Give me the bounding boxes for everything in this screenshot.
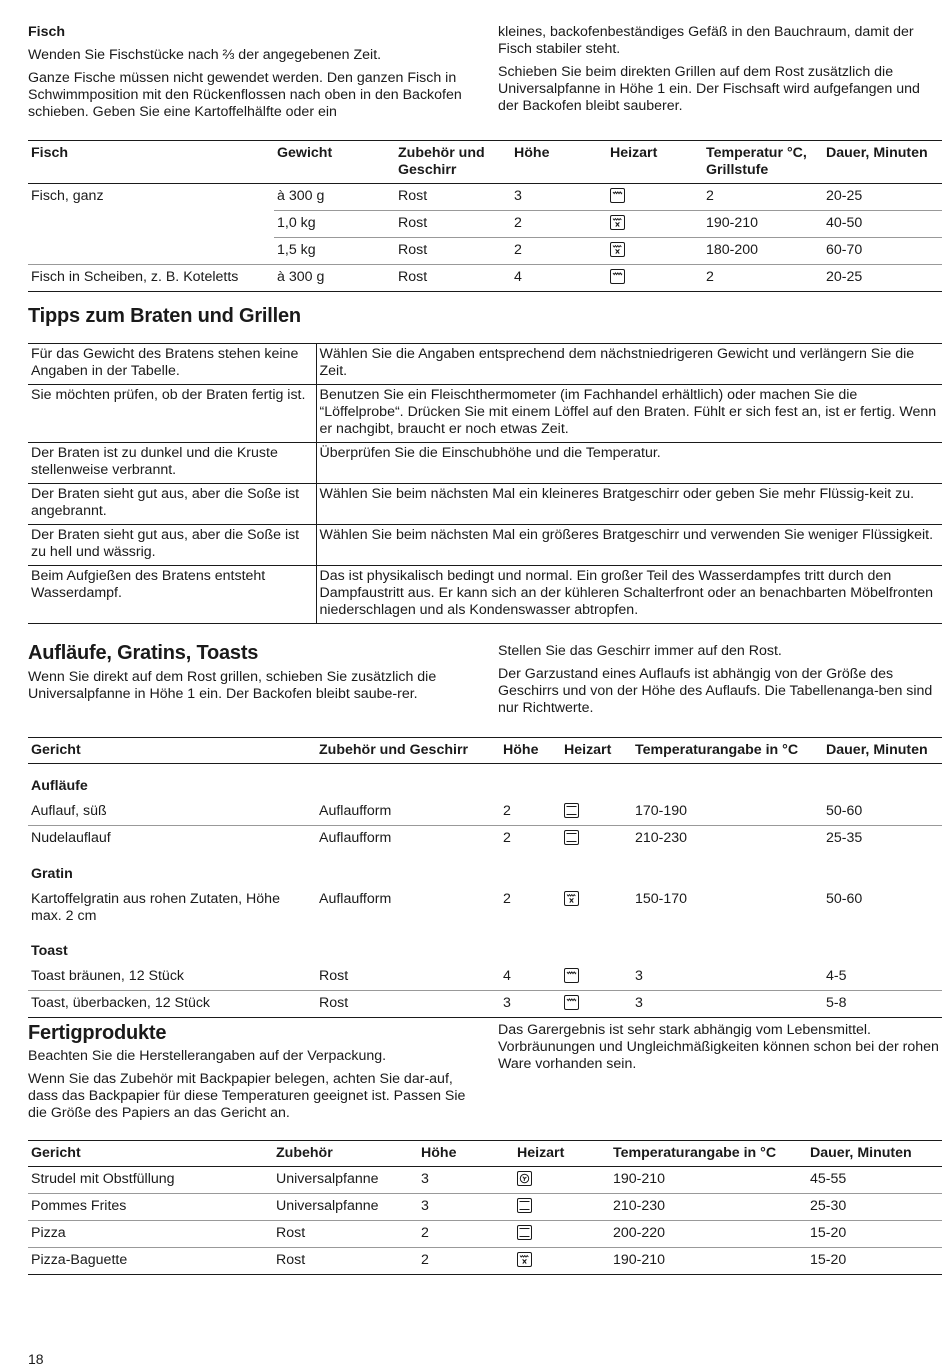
cell-accessory: Rost [319, 968, 349, 984]
table-row [28, 1167, 942, 1194]
tips-row [28, 344, 942, 385]
tips-table [28, 343, 942, 624]
cell-level: 3 [500, 991, 561, 1018]
fish-paragraph-4: Schieben Sie beim direkten Grillen auf dem Rost zusätzlich die Universalpfanne in Höhe 1 ein. Der Fischsaft wird aufgefangen und der Backofen bleibt sauberer. [498, 64, 920, 114]
col-header: Gericht [28, 738, 316, 764]
gratins-table-header [28, 738, 942, 764]
cell-heat [561, 799, 632, 826]
ready-table [28, 1140, 942, 1275]
cell-heat [561, 964, 632, 991]
cell-time: 4-5 [826, 968, 847, 984]
cell-accessory: Universalpfanne [276, 1171, 379, 1187]
cell-level: 3 [514, 188, 522, 204]
gratins-paragraph-1: Wenn Sie direkt auf dem Rost grillen, schieben Sie zusätzlich die Universalpfanne in Höhe 1 ein. Der Backofen bleibt saube-rer. [28, 669, 437, 702]
cell-weight: 1,0 kg [274, 211, 395, 238]
cell-accessory: Rost [316, 991, 500, 1018]
tips-row [28, 385, 942, 443]
cell-heat [514, 1248, 610, 1275]
col-header: Temperatur °C, Grillstufe [703, 141, 823, 184]
table-row [28, 887, 942, 929]
group-row [28, 929, 942, 964]
top-bottom-heat-icon [517, 1225, 532, 1240]
hot-air-icon [517, 1171, 532, 1186]
tips-heading: Tipps zum Braten und Grillen [28, 305, 301, 327]
tip-problem: Der Braten sieht gut aus, aber die Soße ist angebrannt. [28, 484, 316, 525]
table-row [28, 184, 942, 211]
cell-temp: 3 [635, 968, 643, 984]
cell-heat [607, 211, 703, 238]
cell-time: 50-60 [826, 891, 863, 907]
cell-heat [607, 265, 703, 292]
cell-temp: 190-210 [610, 1248, 807, 1275]
tips-row [28, 484, 942, 525]
table-row [28, 1194, 942, 1221]
cell-time: 15-20 [807, 1221, 942, 1248]
tip-solution: Das ist physikalisch bedingt und normal. Ein großer Teil des Wasserdampfes tritt durch den Dampfaustritt aus. Er kann sich an der kühleren Schalterfront oder an benachbarten Möbelfronten niederschlagen und als Kondenswasser abtropfen. [316, 566, 942, 624]
top-bottom-heat-icon [517, 1198, 532, 1213]
cell-level: 2 [418, 1248, 514, 1275]
tip-solution: Überprüfen Sie die Einschubhöhe und die Temperatur. [316, 443, 942, 484]
cell-accessory: Rost [398, 188, 428, 204]
cell-temp: 3 [632, 991, 823, 1018]
cell-time: 60-70 [823, 238, 942, 265]
gratins-table-wrap [28, 737, 942, 1018]
cell-time: 20-25 [826, 188, 863, 204]
cell-name: Pizza-Baguette [28, 1248, 273, 1275]
col-header: Gericht [28, 1141, 273, 1167]
gratins-heading: Aufläufe, Gratins, Toasts [28, 642, 259, 664]
cell-weight: à 300 g [274, 265, 395, 292]
top-bottom-heat-icon [564, 803, 579, 818]
tip-problem: Der Braten sieht gut aus, aber die Soße ist zu hell und wässrig. [28, 525, 316, 566]
cell-name [28, 211, 274, 238]
tips-row [28, 443, 942, 484]
cell-accessory: Rost [273, 1248, 418, 1275]
col-header: Fisch [28, 141, 274, 184]
tips-row [28, 566, 942, 624]
cell-heat [514, 1221, 610, 1248]
cell-time: 25-30 [807, 1194, 942, 1221]
cell-name: Pizza [28, 1221, 273, 1248]
cell-temp: 150-170 [635, 891, 688, 907]
tip-solution: Wählen Sie beim nächsten Mal ein größeres Bratgeschirr und verwenden Sie weniger Flüssigkeit. [316, 525, 942, 566]
cell-temp: 170-190 [635, 803, 688, 819]
fish-paragraph-3: kleines, backofenbeständiges Gefäß in den Bauchraum, damit der Fisch stabiler steht. [498, 24, 914, 57]
col-header: Dauer, Minuten [823, 738, 942, 764]
tip-solution: Benutzen Sie ein Fleischthermometer (im Fachhandel erhältlich) oder machen Sie die “Löffelprobe“. Drücken Sie mit einem Löffel auf den Braten. Fühlt er sich fest an, ist er fertig. Wenn er nachgibt, braucht er noch etwas Zeit. [316, 385, 942, 443]
cell-accessory: Universalpfanne [273, 1194, 418, 1221]
cell-name: Pommes Frites [28, 1194, 273, 1221]
cell-time: 50-60 [826, 803, 863, 819]
group-title: Toast [31, 943, 68, 959]
cell-level: 2 [511, 211, 607, 238]
cell-temp: 210-230 [632, 826, 823, 853]
page-number: 18 [28, 1351, 44, 1367]
circulated-air-grill-icon [610, 242, 625, 257]
tip-problem: Sie möchten prüfen, ob der Braten fertig ist. [28, 385, 316, 443]
ready-paragraph-2: Wenn Sie das Zubehör mit Backpapier belegen, achten Sie dar-auf, dass das Backpapier für diese Temperaturen geeignet ist. Passen Sie die Größe des Papiers an das Gericht an. [28, 1071, 466, 1121]
circulated-air-grill-icon [564, 891, 579, 906]
table-row [28, 265, 942, 292]
col-header: Höhe [511, 141, 607, 184]
ready-heading: Fertigprodukte [28, 1022, 167, 1044]
group-title: Gratin [31, 866, 73, 882]
cell-level: 2 [511, 238, 607, 265]
cell-time: 45-55 [810, 1171, 847, 1187]
col-header: Temperaturangabe in °C [632, 738, 823, 764]
gratins-paragraph-2: Stellen Sie das Geschirr immer auf den Rost. [498, 643, 782, 659]
cell-heat [607, 184, 703, 211]
tip-problem: Beim Aufgießen des Bratens entsteht Wasserdampf. [28, 566, 316, 624]
cell-level: 2 [503, 803, 511, 819]
fish-table [28, 140, 942, 292]
col-header: Höhe [500, 738, 561, 764]
cell-weight: 1,5 kg [274, 238, 395, 265]
cell-accessory: Auflaufform [319, 891, 392, 907]
cell-accessory: Rost [273, 1221, 418, 1248]
cell-accessory: Rost [395, 211, 511, 238]
cell-level: 2 [500, 826, 561, 853]
tips-table-wrap [28, 343, 942, 624]
fish-paragraph-1: Wenden Sie Fischstücke nach ⅔ der angegebenen Zeit. [28, 47, 382, 63]
col-header: Gewicht [274, 141, 395, 184]
cell-temp: 2 [703, 265, 823, 292]
cell-temp: 210-230 [610, 1194, 807, 1221]
col-header: Dauer, Minuten [823, 141, 942, 184]
gratins-intro-left [28, 669, 473, 709]
table-row [28, 799, 942, 826]
tip-problem: Für das Gewicht des Bratens stehen keine Angaben in der Tabelle. [28, 344, 316, 385]
cell-name: Toast bräunen, 12 Stück [31, 968, 185, 984]
ready-intro-left [28, 1048, 473, 1128]
cell-level: 4 [503, 968, 511, 984]
cell-name: Auflauf, süß [31, 803, 107, 819]
table-row [28, 964, 942, 991]
fish-paragraph-2: Ganze Fische müssen nicht gewendet werden. Den ganzen Fisch in Schwimmposition mit den Rückenflossen nach oben in den Backofen schieben. Geben Sie eine Kartoffelhälfte oder ein [28, 70, 462, 120]
cell-name: Fisch in Scheiben, z. B. Koteletts [28, 265, 274, 292]
cell-name: Strudel mit Obstfüllung [31, 1171, 175, 1187]
cell-level: 3 [421, 1171, 429, 1187]
cell-heat [514, 1167, 610, 1194]
cell-level: 2 [418, 1221, 514, 1248]
col-header: Heizart [607, 141, 703, 184]
gratins-paragraph-3: Der Garzustand eines Auflaufs ist abhängig von der Größe des Geschirrs und von der Höhe des Auflaufs. Die Tabellenanga-ben sind nur Richtwerte. [498, 666, 933, 716]
cell-name [28, 238, 274, 265]
grill-icon [610, 269, 625, 284]
table-row [28, 211, 942, 238]
cell-accessory: Rost [395, 265, 511, 292]
ready-paragraph-3: Das Garergebnis ist sehr stark abhängig vom Lebensmittel. Vorbräunungen und Ungleichmäßigkeiten können schon bei der rohen Ware vorhanden sein. [498, 1022, 939, 1072]
cell-name: Fisch, ganz [31, 188, 104, 204]
circulated-air-grill-icon [517, 1252, 532, 1267]
ready-table-header [28, 1141, 942, 1167]
fish-heading: Fisch [28, 24, 66, 40]
cell-heat [514, 1194, 610, 1221]
col-header: Dauer, Minuten [807, 1141, 942, 1167]
fish-intro-left [28, 24, 473, 127]
fish-intro-right [498, 24, 940, 121]
cell-heat [561, 826, 632, 853]
ready-intro-right [498, 1022, 940, 1079]
col-header: Temperaturangabe in °C [610, 1141, 807, 1167]
cell-heat [561, 991, 632, 1018]
ready-table-wrap [28, 1140, 942, 1275]
cell-heat [561, 887, 632, 929]
fish-table-header [28, 141, 942, 184]
cell-accessory: Auflaufform [316, 826, 500, 853]
cell-level: 2 [503, 891, 511, 907]
cell-temp: 190-210 [613, 1171, 666, 1187]
table-row [28, 1221, 942, 1248]
top-bottom-heat-icon [564, 830, 579, 845]
cell-level: 3 [418, 1194, 514, 1221]
tip-solution: Wählen Sie beim nächsten Mal ein kleineres Bratgeschirr oder geben Sie mehr Flüssig-keit zu. [316, 484, 942, 525]
group-title: Aufläufe [31, 778, 88, 794]
cell-time: 15-20 [807, 1248, 942, 1275]
table-row [28, 826, 942, 853]
cell-name: Nudelauflauf [28, 826, 316, 853]
tips-row [28, 525, 942, 566]
cell-name: Kartoffelgratin aus rohen Zutaten, Höhe max. 2 cm [31, 891, 280, 924]
cell-accessory: Rost [395, 238, 511, 265]
grill-icon [564, 995, 579, 1010]
col-header: Heizart [561, 738, 632, 764]
group-row [28, 764, 942, 800]
col-header: Zubehör und Geschirr [395, 141, 511, 184]
cell-temp: 2 [706, 188, 714, 204]
col-header: Höhe [418, 1141, 514, 1167]
cell-temp: 180-200 [703, 238, 823, 265]
grill-icon [610, 188, 625, 203]
group-row [28, 852, 942, 887]
gratins-intro-right [498, 643, 940, 723]
cell-weight: à 300 g [277, 188, 325, 204]
cell-temp: 190-210 [703, 211, 823, 238]
cell-time: 20-25 [823, 265, 942, 292]
cell-name: Toast, überbacken, 12 Stück [28, 991, 316, 1018]
cell-time: 25-35 [823, 826, 942, 853]
cell-level: 4 [511, 265, 607, 292]
cell-time: 5-8 [823, 991, 942, 1018]
cell-accessory: Auflaufform [319, 803, 392, 819]
cell-temp: 200-220 [610, 1221, 807, 1248]
table-row [28, 238, 942, 265]
col-header: Zubehör [273, 1141, 418, 1167]
cell-time: 40-50 [823, 211, 942, 238]
col-header: Heizart [514, 1141, 610, 1167]
fish-table-wrap [28, 140, 942, 292]
circulated-air-grill-icon [610, 215, 625, 230]
cell-heat [607, 238, 703, 265]
table-row [28, 991, 942, 1018]
tip-solution: Wählen Sie die Angaben entsprechend dem nächstniedrigeren Gewicht und verlängern Sie die Zeit. [316, 344, 942, 385]
tip-problem: Der Braten ist zu dunkel und die Kruste stellenweise verbrannt. [28, 443, 316, 484]
table-row [28, 1248, 942, 1275]
col-header: Zubehör und Geschirr [316, 738, 500, 764]
ready-paragraph-1: Beachten Sie die Herstellerangaben auf der Verpackung. [28, 1048, 387, 1064]
gratins-table [28, 737, 942, 1018]
grill-icon [564, 968, 579, 983]
